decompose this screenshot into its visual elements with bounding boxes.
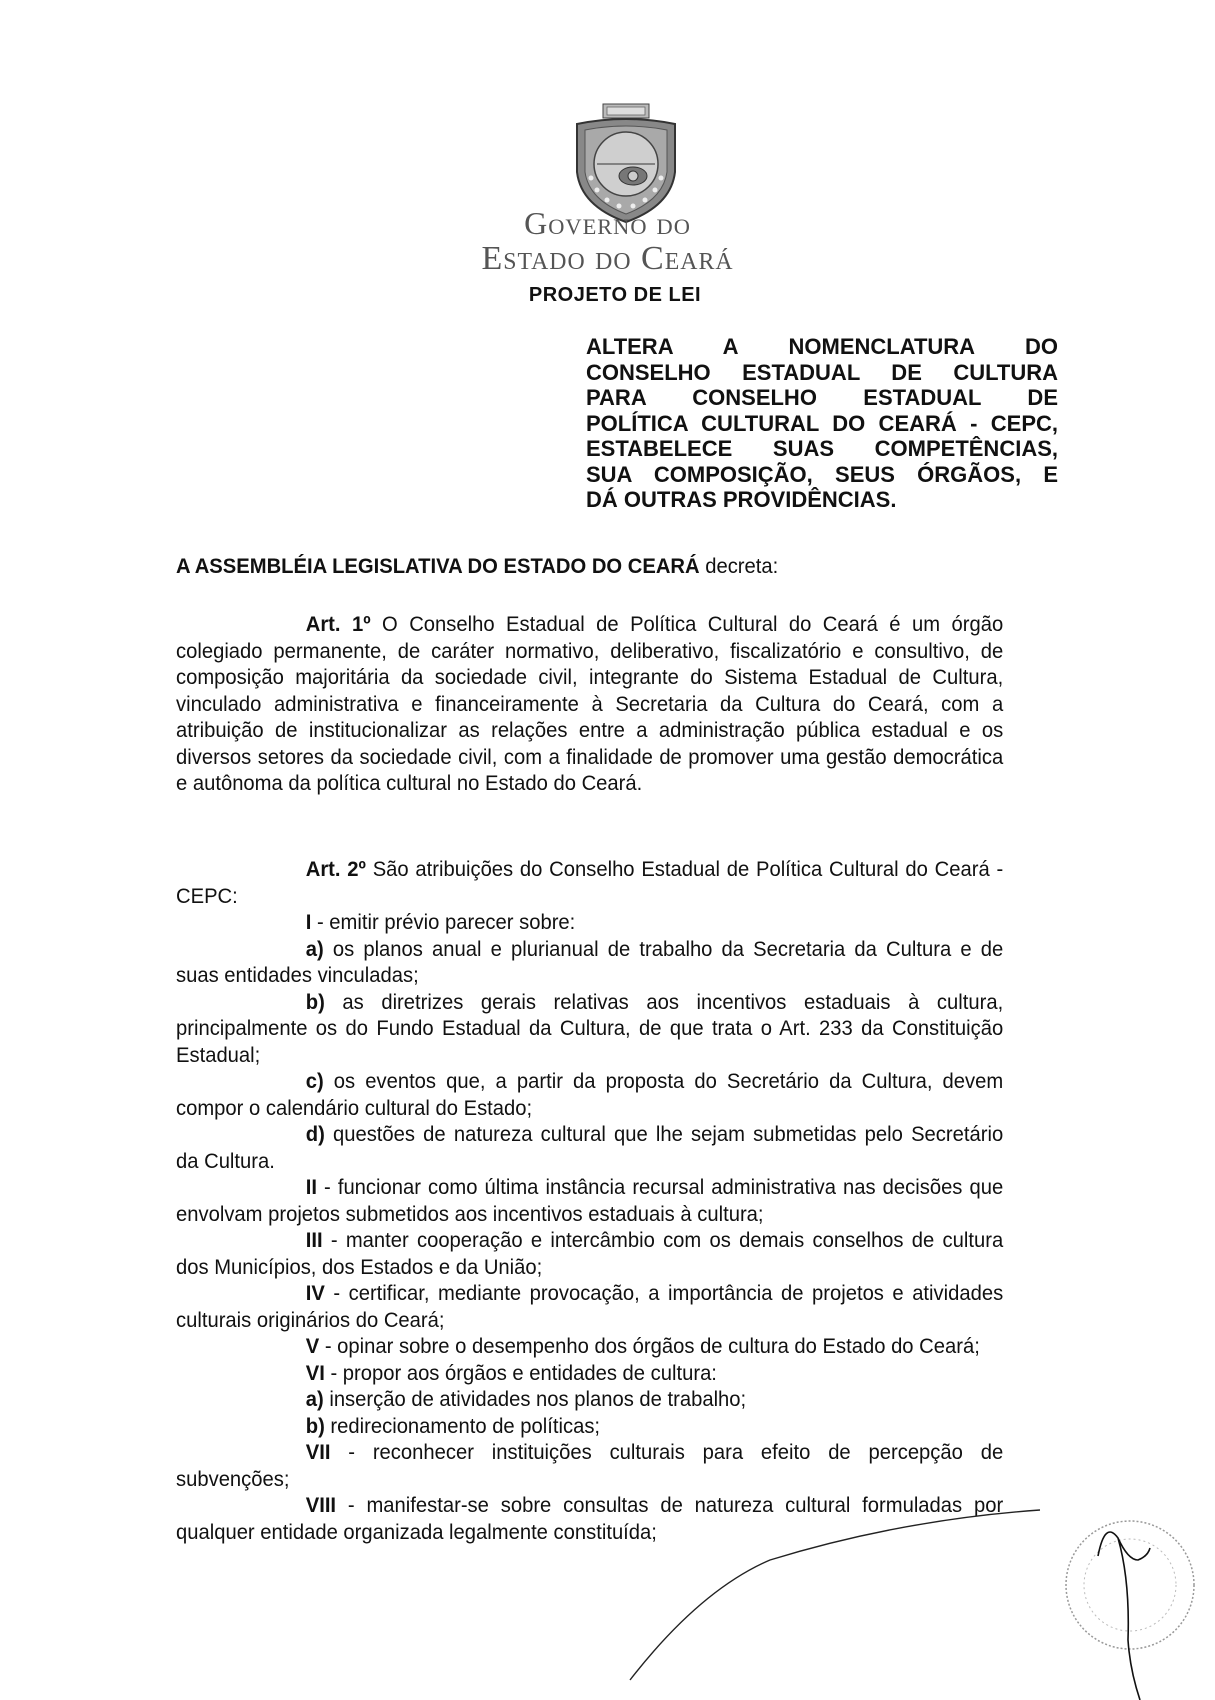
list-item: d) questões de natureza cultural que lhe sejam submetidas pelo Secretário da Cultura. (176, 1122, 1004, 1173)
official-seal-icon (1066, 1521, 1194, 1649)
article-text: São atribuições do Conselho Estadual de Política Cultural do Ceará - CEPC: (176, 857, 1004, 908)
article-2 (176, 856, 1003, 1545)
list-item: a) inserção de atividades nos planos de trabalho; (305, 1387, 747, 1411)
list-item: VII - reconhecer instituições culturais para efeito de percepção de subvenções; (176, 1440, 1004, 1491)
document-type: PROJETO DE LEI (528, 284, 702, 306)
government-title-line2: ESTADO DO CEARÁ (481, 240, 734, 277)
summary-line: PARA CONSELHO ESTADUAL DE (586, 385, 1058, 410)
list-item: a) os planos anual e plurianual de trabalho da Secretaria da Cultura e de suas entidades vinculadas; (176, 936, 1004, 987)
signature-icon (1098, 1532, 1150, 1700)
list-item: VIII - manifestar-se sobre consultas de natureza cultural formuladas por qualquer entidade organizada legalmente constituída; (176, 1493, 1004, 1544)
article-label: Art. 1º (305, 612, 371, 636)
list-item: b) redirecionamento de políticas; (305, 1413, 601, 1438)
summary-line: CONSELHO ESTADUAL DE CULTURA (586, 359, 1058, 385)
bill-summary (586, 334, 1058, 513)
list-item: VI - propor aos órgãos e entidades de cultura: (305, 1360, 717, 1385)
summary-line: ALTERA A NOMENCLATURA DO (586, 334, 1058, 359)
list-item: b) as diretrizes gerais relativas aos incentivos estaduais à cultura, principalmente os do Fundo Estadual da Cultura, de que trata o Art. 233 da Constituição Estadual; (176, 989, 1004, 1067)
article-1 (176, 611, 1003, 797)
enactment-clause: A ASSEMBLÉIA LEGISLATIVA DO ESTADO DO CEARÁ decreta: (176, 554, 779, 578)
article-label: Art. 2º (305, 857, 366, 881)
government-title-line1: GOVERNO DO (524, 205, 691, 241)
summary-line: SUA COMPOSIÇÃO, SEUS ÓRGÃOS, E (586, 461, 1058, 487)
summary-line: POLÍTICA CULTURAL DO CEARÁ - CEPC, (586, 410, 1058, 436)
summary-line: ESTABELECE SUAS COMPETÊNCIAS, (586, 436, 1058, 461)
article-text: O Conselho Estadual de Política Cultural do Ceará é um órgão colegiado permanente, de caráter normativo, deliberativo, fiscalizatório e consultivo, de composição majoritária da sociedade civil, integrante do Sistema Estadual de Cultura, vinculado administrativa e financeiramente à Secretaria da Cultura do Ceará, com a atribuição de institucionalizar as relações entre a administração pública estadual e os diversos setores da sociedade civil, com a finalidade de promover uma gestão democrática e autônoma da política cultural no Estado do Ceará. (176, 612, 1004, 795)
list-item: IV - certificar, mediante provocação, a importância de projetos e atividades culturais originários do Ceará; (176, 1281, 1004, 1332)
summary-line: DÁ OUTRAS PROVIDÊNCIAS. (586, 487, 897, 512)
list-item: I - emitir prévio parecer sobre: (305, 910, 576, 934)
list-item: c) os eventos que, a partir da proposta do Secretário da Cultura, devem compor o calendário cultural do Estado; (176, 1069, 1004, 1120)
list-item: V - opinar sobre o desempenho dos órgãos de cultura do Estado do Ceará; (305, 1334, 980, 1358)
list-item: II - funcionar como última instância recursal administrativa nas decisões que envolvam projetos submetidos aos incentivos estaduais à cultura; (176, 1175, 1004, 1226)
list-item: III - manter cooperação e intercâmbio com os demais conselhos de cultura dos Municípios, dos Estados e da União; (176, 1228, 1004, 1279)
